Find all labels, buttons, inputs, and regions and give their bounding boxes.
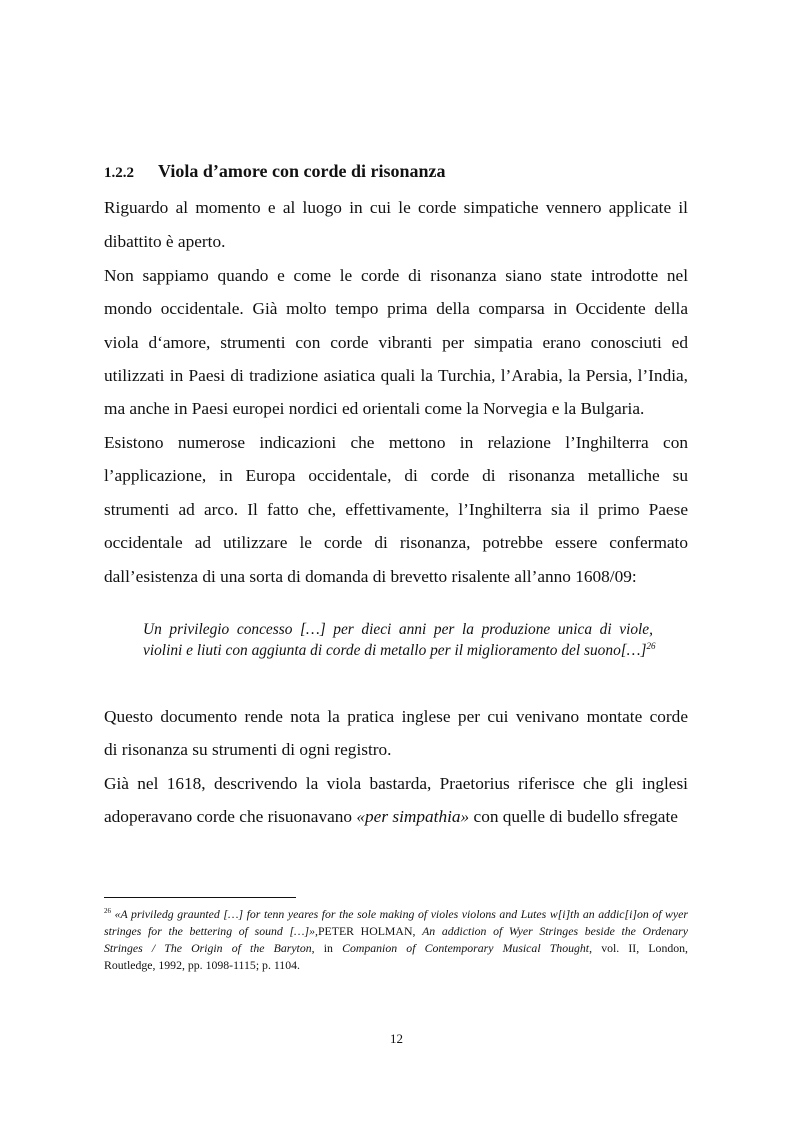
block-quote-line: Un privilegio concesso […] per dieci anni per la produzione unica di viole, (143, 621, 653, 638)
body-line: dall’esistenza di una sorta di domanda di brevetto risalente all’anno 1608/09: (104, 567, 637, 586)
footnote-line (104, 923, 688, 940)
footnote-text: , in (311, 941, 343, 955)
footnote-text: Stringes / The Origin of the Baryton (104, 941, 312, 955)
body-line: utilizzati in Paesi di tradizione asiatica quali la Turchia, l’Arabia, la Persia, l’India, (104, 366, 688, 385)
body-line: Già nel 1618, descrivendo la viola bastarda, Praetorius riferisce che gli inglesi (104, 774, 688, 793)
block-quote-text: violini e liuti con aggiunta di corde di metallo per il miglioramento del suono[…] (143, 642, 647, 659)
footnote-text: , vol. II, London, (589, 941, 688, 955)
footnote-text: «A priviledg graunted […] for tenn yeares for the sole making of violes violons and Lutes w[i]th an addic[i]on of wyer (114, 907, 688, 921)
body-text: con quelle di budello sfregate (469, 807, 678, 826)
body-line: Riguardo al momento e al luogo in cui le corde simpatiche vennero applicate il (104, 198, 688, 217)
body-line (104, 805, 688, 829)
italic-quote-text: «per simpathia» (356, 807, 470, 826)
body-line: Non sappiamo quando e come le corde di risonanza siano state introdotte nel (104, 266, 688, 285)
body-text: adoperavano corde che risuonavano (104, 807, 357, 826)
footnote-number: 26 (104, 907, 111, 916)
body-line: dibattito è aperto. (104, 232, 226, 251)
section-title: Viola d’amore con corde di risonanza (158, 161, 446, 181)
body-line: strumenti ad arco. Il fatto che, effettivamente, l’Inghilterra sia il primo Paese (104, 500, 688, 519)
body-line: di risonanza su strumenti di ogni registro. (104, 740, 392, 759)
footnote-text: ,PETER HOLMAN, (315, 924, 423, 938)
footnote-text: stringes for the bettering of sound […]» (104, 924, 316, 938)
footnote-line: Routledge, 1992, pp. 1098-1115; p. 1104. (104, 958, 300, 972)
body-line: ma anche in Paesi europei nordici ed orientali come la Norvegia e la Bulgaria. (104, 399, 645, 418)
footnote-text: Companion of Contemporary Musical Thought (342, 941, 590, 955)
body-line: l’applicazione, in Europa occidentale, di corde di risonanza metalliche su (104, 466, 688, 485)
body-line: occidentale ad utilizzare le corde di risonanza, potrebbe essere confermato (104, 533, 688, 552)
page-number: 12 (390, 1031, 403, 1046)
section-number: 1.2.2 (104, 165, 134, 181)
footnote-line (104, 906, 688, 923)
footnote-reference: 26 (646, 640, 656, 651)
section-heading (104, 161, 694, 182)
footnote-line (104, 940, 688, 957)
body-line: viola d‘amore, strumenti con corde vibranti per simpatia erano conosciuti ed (104, 333, 688, 352)
footnote-separator (104, 897, 296, 898)
body-line: Esistono numerose indicazioni che mettono in relazione l’Inghilterra con (104, 433, 688, 452)
body-line: mondo occidentale. Già molto tempo prima della comparsa in Occidente della (104, 299, 688, 318)
block-quote-line (143, 640, 656, 661)
footnote-text: An addiction of Wyer Stringes beside the Ordenary (422, 924, 688, 938)
body-line: Questo documento rende nota la pratica inglese per cui venivano montate corde (104, 707, 688, 726)
